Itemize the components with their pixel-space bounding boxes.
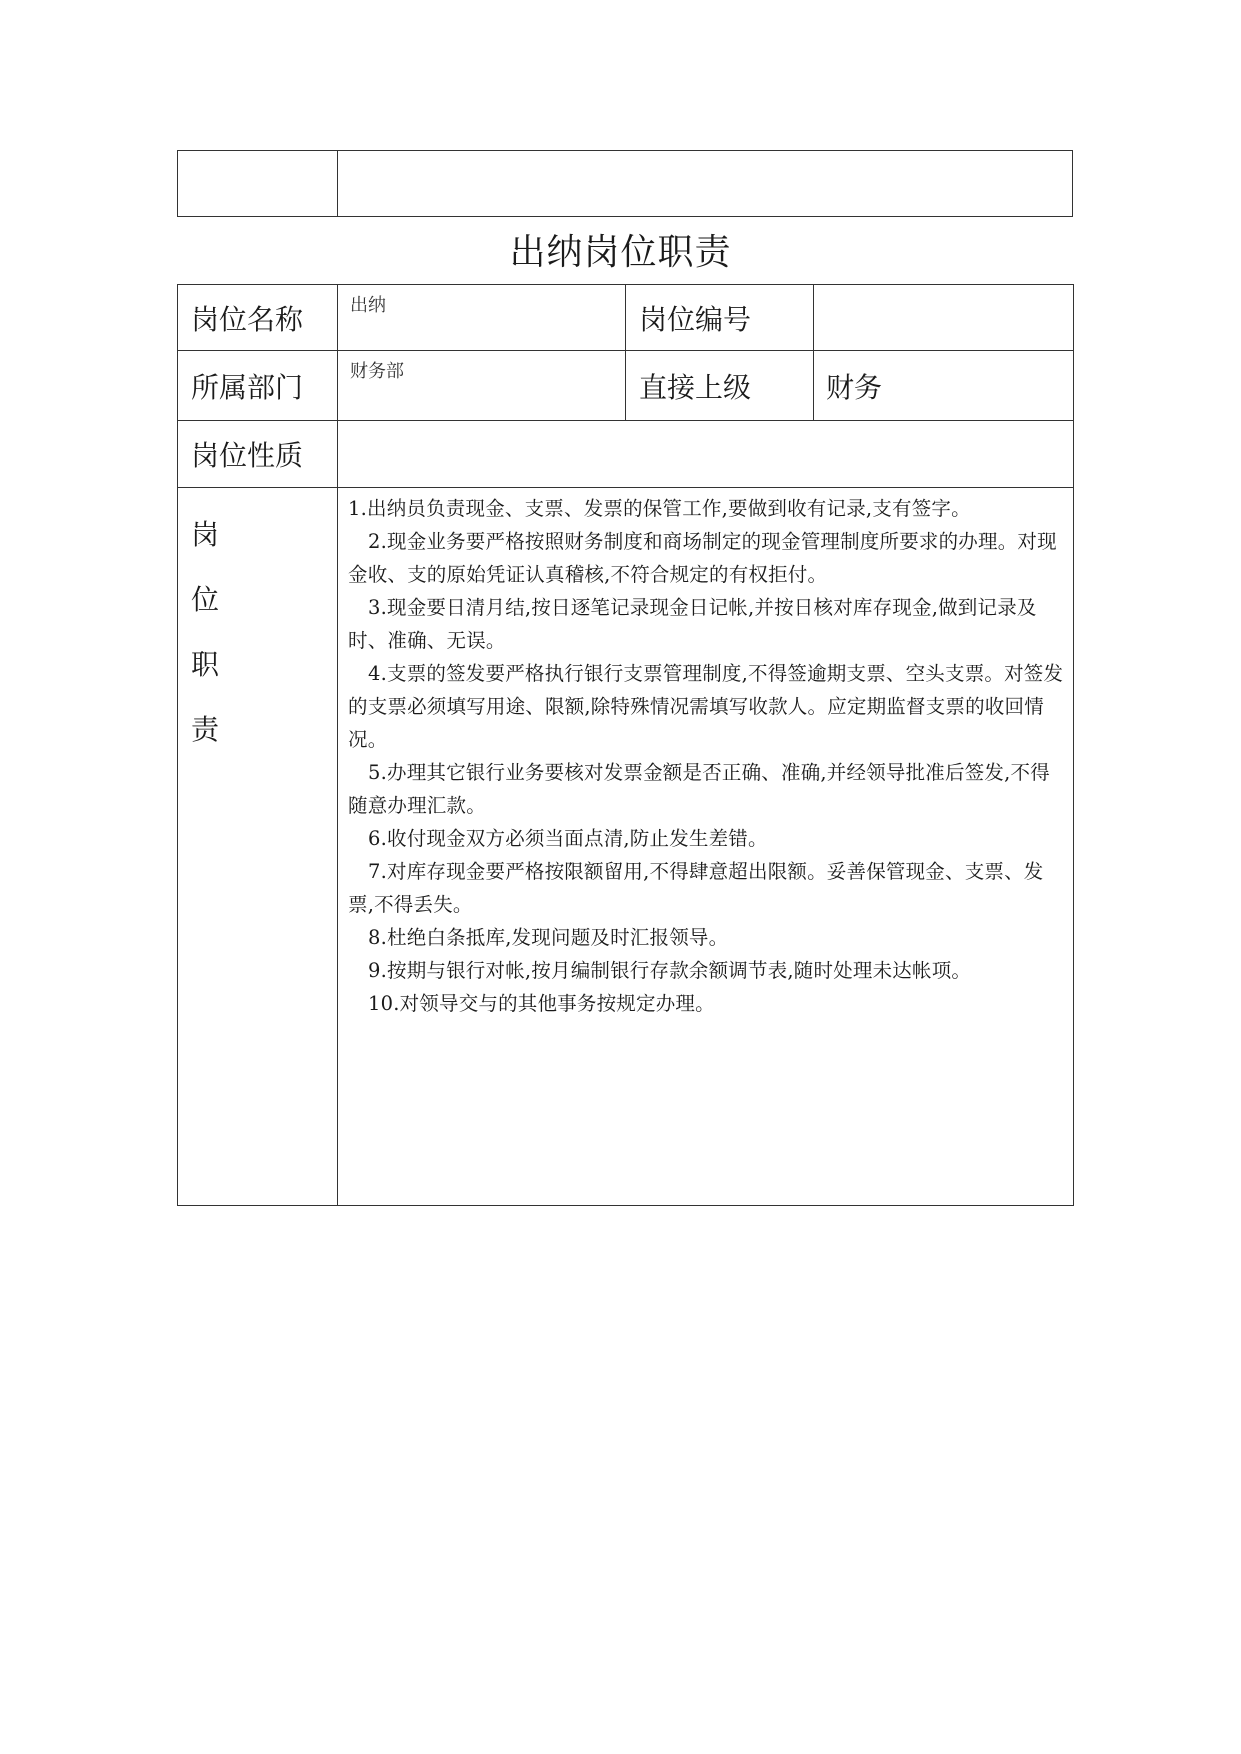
duty-item: 8.杜绝白条抵库,发现问题及时汇报领导。 xyxy=(368,926,729,949)
job-description-table xyxy=(177,284,1074,1206)
row-department xyxy=(178,351,1074,421)
row-nature xyxy=(178,421,1074,488)
duty-item: 9.按期与银行对帐,按月编制银行存款余额调节表,随时处理未达帐项。 xyxy=(368,959,972,982)
nature-label: 岗位性质 xyxy=(178,421,338,488)
duty-item: 7.对库存现金要严格按限额留用,不得肆意超出限额。妥善保管现金、支票、发票,不得丢失。 xyxy=(348,860,1044,916)
duties-label-char: 责 xyxy=(191,713,220,746)
duty-item: 6.收付现金双方必须当面点清,防止发生差错。 xyxy=(368,827,768,850)
department-value: 财务部 xyxy=(338,351,626,421)
position-code-value xyxy=(814,285,1074,351)
supervisor-value: 财务 xyxy=(814,351,1074,421)
position-name-label: 岗位名称 xyxy=(178,285,338,351)
duties-label xyxy=(178,488,338,1206)
document-title: 出纳岗位职责 xyxy=(509,232,732,273)
duties-label-char: 职 xyxy=(191,648,220,681)
header-blank-cell-right xyxy=(338,151,1072,216)
department-label: 所属部门 xyxy=(178,351,338,421)
duty-item: 10.对领导交与的其他事务按规定办理。 xyxy=(368,992,715,1015)
duty-item: 1.出纳员负责现金、支票、发票的保管工作,要做到收有记录,支有签字。 xyxy=(348,497,971,520)
row-duties xyxy=(178,488,1074,1206)
header-blank-table xyxy=(177,150,1073,217)
position-code-label: 岗位编号 xyxy=(626,285,814,351)
duty-item: 3.现金要日清月结,按日逐笔记录现金日记帐,并按日核对库存现金,做到记录及时、准确、无误。 xyxy=(348,596,1037,652)
supervisor-label: 直接上级 xyxy=(626,351,814,421)
duty-item: 2.现金业务要严格按照财务制度和商场制定的现金管理制度所要求的办理。对现金收、支的原始凭证认真稽核,不符合规定的有权拒付。 xyxy=(348,530,1057,586)
position-name-value: 出纳 xyxy=(338,285,626,351)
duties-label-char: 位 xyxy=(191,583,220,616)
duties-label-char: 岗 xyxy=(191,518,220,551)
nature-value xyxy=(338,421,1074,488)
header-blank-cell-left xyxy=(178,151,338,216)
row-position-name xyxy=(178,285,1074,351)
duty-item: 4.支票的签发要严格执行银行支票管理制度,不得签逾期支票、空头支票。对签发的支票必须填写用途、限额,除特殊情况需填写收款人。应定期监督支票的收回情况。 xyxy=(348,662,1064,751)
duties-content xyxy=(338,488,1074,1206)
duty-item: 5.办理其它银行业务要核对发票金额是否正确、准确,并经领导批准后签发,不得随意办理汇款。 xyxy=(348,761,1050,817)
